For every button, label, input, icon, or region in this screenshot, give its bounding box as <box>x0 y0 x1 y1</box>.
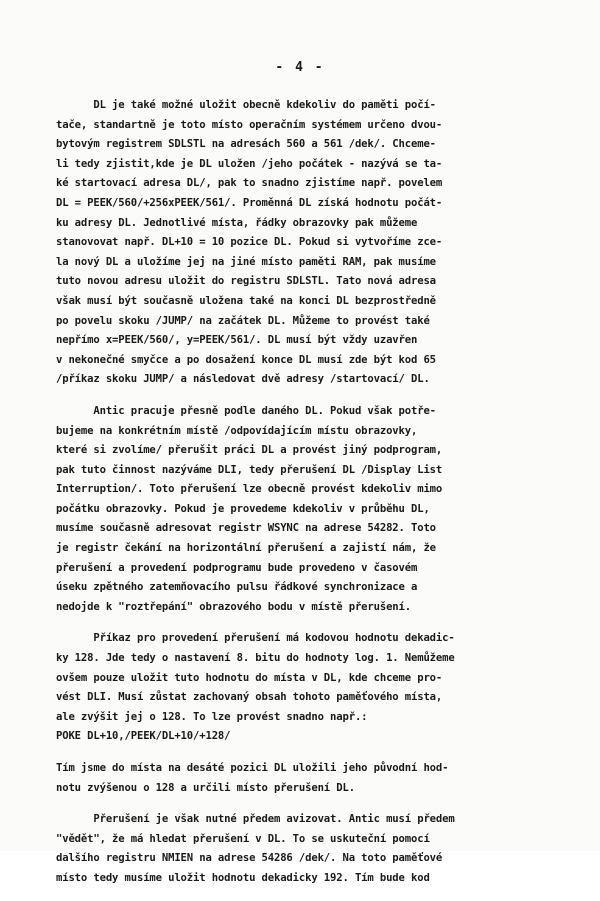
text-line: notu zvýšenou o 128 a určili místo přerušení DL. <box>56 781 355 794</box>
text-line: "vědět", že má hledat přerušení v DL. To se uskuteční pomocí <box>56 832 430 845</box>
paragraph-display-list-address <box>56 96 566 390</box>
text-line: la nový DL a uložíme jej na jiné místo paměti RAM, pak musíme <box>56 255 436 268</box>
text-line: Interruption/. Toto přerušení lze obecně provést kdekoliv mimo <box>56 483 443 496</box>
text-line: které si zvolíme/ přerušit práci DL a provést jiný podprogram, <box>56 444 443 457</box>
code-line: POKE DL+10,/PEEK/DL+10/+128/ <box>56 730 231 743</box>
text-line: nedojde k "roztřepání" obrazového bodu v místě přerušení. <box>56 600 411 613</box>
text-line: stanovovat např. DL+10 = 10 pozice DL. Pokud si vytvoříme zce- <box>56 236 443 249</box>
body-text <box>56 96 566 901</box>
text-line: Příkaz pro provedení přerušení má kodovou hodnotu dekadic- <box>56 632 455 645</box>
text-line: DL je také možné uložit obecně kdekoliv do paměti počí- <box>56 99 436 111</box>
text-line: přerušení a provedení podprogramu bude provedeno v časovém <box>56 561 418 574</box>
text-line: vést DLI. Musí zůstat zachovaný obsah tohoto paměťového místa, <box>56 691 443 704</box>
text-line: místo tedy musíme uložit hodnotu dekadicky 192. Tím bude kod <box>56 871 430 884</box>
text-line: je registr čekání na horizontální přerušení a zajistí nám, že <box>56 542 436 555</box>
text-line: však musí být současně uložena také na konci DL bezprostředně <box>56 294 436 307</box>
text-line: Tím jsme do místa na desáté pozici DL uložili jeho původní hod- <box>56 762 449 774</box>
text-line: /příkaz skoku JUMP/ a následovat dvě adresy /startovací/ DL. <box>56 373 430 386</box>
text-line: v nekonečné smyčce a po dosažení konce DL musí zde být kod 65 <box>56 353 436 366</box>
text-line: pak tuto činnost nazýváme DLI, tedy přerušení DL /Display List <box>56 463 443 476</box>
text-line: ky 128. Jde tedy o nastavení 8. bitu do hodnoty log. 1. Nemůžeme <box>56 652 455 665</box>
paragraph-result <box>56 759 566 798</box>
paragraph-interrupt-code <box>56 629 566 747</box>
page-number: - 4 - <box>275 60 325 75</box>
text-line: dalšího registru NMIEN na adrese 54286 /dek/. Na toto paměťové <box>56 852 443 865</box>
text-line: tuto novou adresu uložit do registru SDLSTL. Tato nová adresa <box>56 275 436 288</box>
text-line: Antic pracuje přesně podle daného DL. Pokud však potře- <box>56 404 436 417</box>
text-line: po povelu skoku /JUMP/ na začátek DL. Můžeme to provést také <box>56 314 430 327</box>
text-line: úseku zpětného zatemňovacího pulsu řádkové synchronizace a <box>56 581 418 594</box>
text-line: tače, standartně je toto místo operačním systémem určeno dvou- <box>56 118 443 131</box>
paragraph-nmien <box>56 810 566 888</box>
text-line: ale zvýšit jej o 128. To lze provést snadno např.: <box>56 710 368 723</box>
text-line: nepřímo x=PEEK/560/, y=PEEK/561/. DL musí být vždy uzavřen <box>56 334 418 347</box>
text-line: DL = PEEK/560/+256xPEEK/561/. Proměnná DL získá hodnotu počát- <box>56 196 443 209</box>
paragraph-dli-interrupt <box>56 402 566 618</box>
text-line: li tedy zjistit,kde je DL uložen /jeho počátek - nazývá se ta- <box>56 157 443 170</box>
text-line: ku adresy DL. Jednotlivé místa, řádky obrazovky pak můžeme <box>56 216 418 229</box>
text-line: počátku obrazovky. Pokud je provedeme kdekoliv v průběhu DL, <box>56 502 430 515</box>
text-line: bytovým registrem SDLSTL na adresách 560 a 561 /dek/. Chceme- <box>56 138 436 151</box>
text-line: bujeme na konkrétním místě /odpovídajícím místu obrazovky, <box>56 424 418 437</box>
text-line: ké startovací adresa DL/, pak to snadno zjistíme např. povelem <box>56 177 443 190</box>
text-line: musíme současně adresovat registr WSYNC na adrese 54282. Toto <box>56 522 436 535</box>
text-line: Přerušení je však nutné předem avizovat. Antic musí předem <box>56 813 455 826</box>
text-line: ovšem pouze uložit tuto hodnotu do místa v DL, kde chceme pro- <box>56 671 443 684</box>
